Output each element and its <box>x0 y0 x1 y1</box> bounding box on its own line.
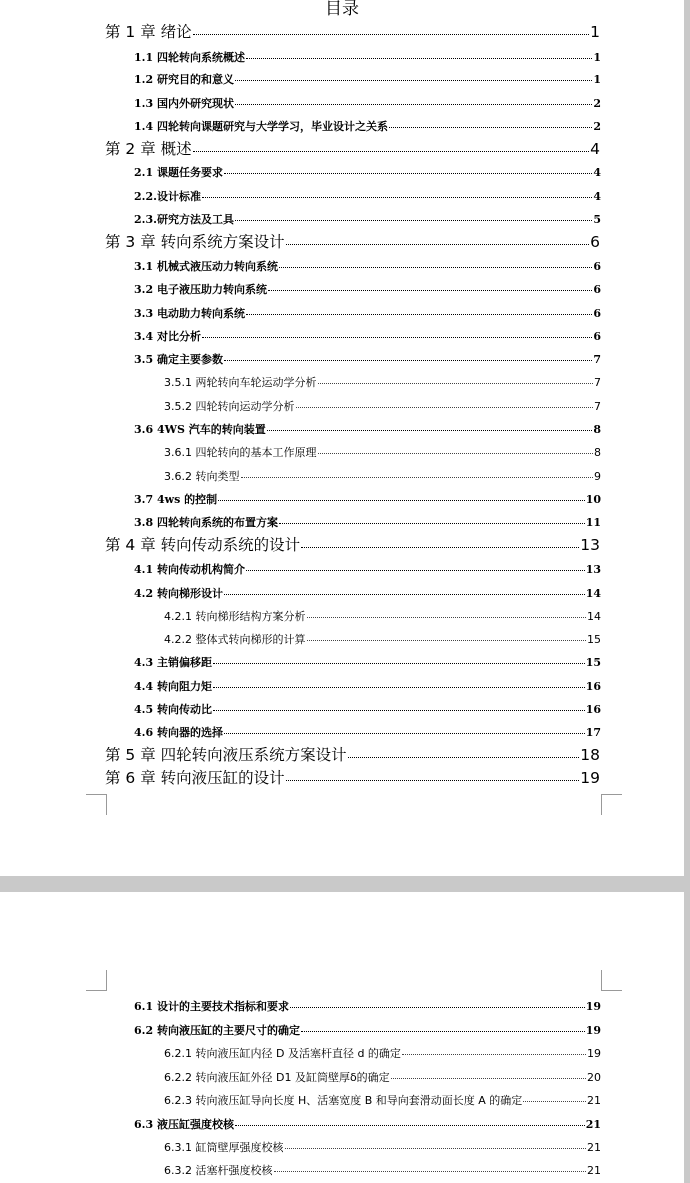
toc-entry-level-2[interactable] <box>134 421 601 437</box>
toc-entry-label: 3.7 4ws 的控制 <box>134 492 218 506</box>
toc-dot-leader <box>235 104 592 105</box>
toc-entry-label: 3.6.1 四轮转向的基本工作原理 <box>164 445 317 459</box>
toc-entry-label: 6.2.2 转向液压缸外径 D1 及缸筒壁厚δ的确定 <box>164 1070 390 1084</box>
toc-entry-level-2[interactable] <box>134 654 601 670</box>
toc-dot-leader <box>193 151 589 152</box>
toc-dot-leader <box>213 710 585 711</box>
toc-entry-level-1[interactable] <box>105 230 600 252</box>
toc-entry-level-3[interactable] <box>164 374 601 390</box>
toc-entry-level-2[interactable] <box>134 724 601 740</box>
toc-entry-level-2[interactable] <box>134 118 601 134</box>
toc-page-number: 1 <box>593 50 601 64</box>
toc-page-number: 7 <box>594 375 601 389</box>
toc-page-number: 6 <box>593 306 601 320</box>
toc-dot-leader <box>296 407 594 408</box>
toc-entry-label: 2.2.设计标准 <box>134 189 201 203</box>
toc-page-number: 15 <box>585 655 601 669</box>
toc-entry-label: 4.2.2 整体式转向梯形的计算 <box>164 632 306 646</box>
toc-dot-leader <box>224 360 592 361</box>
toc-dot-leader <box>193 34 589 35</box>
toc-dot-leader <box>218 500 585 501</box>
toc-entry-label: 4.4 转向阻力矩 <box>134 679 212 693</box>
toc-dot-leader <box>202 337 592 338</box>
toc-entry-level-2[interactable] <box>134 561 601 577</box>
toc-page-number: 13 <box>580 535 600 554</box>
toc-entry-level-2[interactable] <box>134 514 601 530</box>
toc-entry-level-2[interactable] <box>134 258 601 274</box>
toc-dot-leader <box>301 1031 585 1032</box>
toc-page-number: 1 <box>590 22 600 41</box>
toc-dot-leader <box>241 477 594 478</box>
toc-entry-label: 4.2.1 转向梯形结构方案分析 <box>164 609 306 623</box>
toc-entry-label: 2.3.研究方法及工具 <box>134 212 234 226</box>
toc-page-number: 18 <box>580 745 600 764</box>
toc-entry-level-2[interactable] <box>134 678 601 694</box>
toc-entry-level-3[interactable] <box>164 468 601 484</box>
corner-mark-top-left <box>86 970 107 991</box>
toc-entry-label: 3.1 机械式液压动力转向系统 <box>134 259 278 273</box>
toc-entry-level-3[interactable] <box>164 631 601 647</box>
toc-dot-leader <box>279 523 585 524</box>
toc-dot-leader <box>213 687 585 688</box>
toc-entry-label: 6.1 设计的主要技术指标和要求 <box>134 999 289 1013</box>
toc-entry-level-3[interactable] <box>164 1162 601 1178</box>
toc-dot-leader <box>389 127 592 128</box>
toc-entry-level-2[interactable] <box>134 585 601 601</box>
toc-page-number: 4 <box>593 165 601 179</box>
toc-entry-level-2[interactable] <box>134 351 601 367</box>
toc-entry-label: 1.1 四轮转向系统概述 <box>134 50 245 64</box>
toc-page-number: 16 <box>585 679 601 693</box>
toc-dot-leader <box>318 383 594 384</box>
toc-entry-level-2[interactable] <box>134 701 601 717</box>
toc-page-number: 1 <box>593 72 601 86</box>
toc-page-number: 5 <box>593 212 601 226</box>
toc-entry-label: 4.6 转向器的选择 <box>134 725 223 739</box>
toc-page-number: 19 <box>580 768 600 787</box>
toc-entry-level-3[interactable] <box>164 444 601 460</box>
toc-entry-label: 4.1 转向传动机构简介 <box>134 562 245 576</box>
toc-dot-leader <box>279 267 592 268</box>
toc-entry-label: 6.3.2 活塞杆强度校核 <box>164 1163 273 1177</box>
toc-dot-leader <box>202 197 592 198</box>
toc-entry-label: 2.1 课题任务要求 <box>134 165 223 179</box>
toc-entry-label: 3.6.2 转向类型 <box>164 469 240 483</box>
toc-dot-leader <box>246 58 592 59</box>
toc-title: 目录 <box>325 0 359 19</box>
toc-dot-leader <box>268 290 592 291</box>
toc-entry-level-2[interactable] <box>134 71 601 87</box>
toc-page-number: 8 <box>594 445 601 459</box>
toc-page-number: 10 <box>585 492 601 506</box>
toc-dot-leader <box>290 1007 585 1008</box>
toc-dot-leader <box>235 1125 585 1126</box>
toc-page-number: 2 <box>593 119 601 133</box>
toc-dot-leader <box>213 663 585 664</box>
toc-entry-level-1[interactable] <box>105 137 600 159</box>
toc-page-number: 7 <box>593 352 601 366</box>
toc-entry-level-2[interactable] <box>134 998 601 1014</box>
toc-entry-label: 6.2 转向液压缸的主要尺寸的确定 <box>134 1023 300 1037</box>
toc-page-number: 6 <box>593 282 601 296</box>
toc-dot-leader <box>224 173 592 174</box>
corner-mark-bottom-left <box>86 794 107 815</box>
toc-page-number: 8 <box>593 422 601 436</box>
toc-dot-leader <box>391 1078 586 1079</box>
toc-dot-leader <box>348 757 580 758</box>
toc-entry-level-2[interactable] <box>134 281 601 297</box>
toc-entry-label: 第 5 章 四轮转向液压系统方案设计 <box>105 745 347 764</box>
toc-entry-label: 4.2 转向梯形设计 <box>134 586 223 600</box>
toc-dot-leader <box>307 617 587 618</box>
toc-page-number: 13 <box>585 562 601 576</box>
toc-page-number: 16 <box>585 702 601 716</box>
toc-page-number: 6 <box>593 329 601 343</box>
toc-entry-label: 3.6 4WS 汽车的转向装置 <box>134 422 266 436</box>
toc-page-number: 21 <box>587 1163 601 1177</box>
toc-entry-label: 6.2.3 转向液压缸导向长度 H、活塞宽度 B 和导向套滑动面长度 A 的确定 <box>164 1093 523 1107</box>
toc-entry-level-2[interactable] <box>134 1022 601 1038</box>
toc-page-number: 6 <box>590 232 600 251</box>
toc-dot-leader <box>523 1101 586 1102</box>
toc-entry-level-2[interactable] <box>134 491 601 507</box>
toc-page-number: 6 <box>593 259 601 273</box>
toc-dot-leader <box>224 733 585 734</box>
toc-entry-level-2[interactable] <box>134 211 601 227</box>
toc-dot-leader <box>318 453 594 454</box>
toc-entry-level-1[interactable] <box>105 533 600 555</box>
toc-dot-leader <box>402 1054 586 1055</box>
toc-entry-label: 第 2 章 概述 <box>105 139 192 158</box>
toc-page-number: 2 <box>593 96 601 110</box>
toc-entry-label: 1.3 国内外研究现状 <box>134 96 234 110</box>
toc-dot-leader <box>274 1171 587 1172</box>
toc-dot-leader <box>267 430 593 431</box>
toc-entry-level-1[interactable] <box>105 743 600 765</box>
toc-page-number: 4 <box>593 189 601 203</box>
toc-entry-label: 3.3 电动助力转向系统 <box>134 306 245 320</box>
toc-entry-label: 第 6 章 转向液压缸的设计 <box>105 768 285 787</box>
toc-page-number: 17 <box>585 725 601 739</box>
toc-entry-label: 第 4 章 转向传动系统的设计 <box>105 535 301 554</box>
toc-entry-level-2[interactable] <box>134 1116 601 1132</box>
toc-page-number: 9 <box>594 469 601 483</box>
toc-page-number: 4 <box>590 139 600 158</box>
toc-entry-level-3[interactable] <box>164 1069 601 1085</box>
toc-entry-label: 3.8 四轮转向系统的布置方案 <box>134 515 278 529</box>
toc-entry-label: 4.5 转向传动比 <box>134 702 212 716</box>
toc-page-number: 19 <box>585 1023 601 1037</box>
toc-page-number: 14 <box>587 609 601 623</box>
document-page-2 <box>0 892 684 1183</box>
toc-entry-level-2[interactable] <box>134 328 601 344</box>
toc-entry-level-3[interactable] <box>164 1092 601 1108</box>
toc-page-number: 15 <box>587 632 601 646</box>
toc-entry-level-3[interactable] <box>164 608 601 624</box>
corner-mark-bottom-right <box>601 794 622 815</box>
toc-page-number: 19 <box>587 1046 601 1060</box>
toc-dot-leader <box>286 244 589 245</box>
toc-entry-level-2[interactable] <box>134 95 601 111</box>
toc-dot-leader <box>235 220 592 221</box>
toc-dot-leader <box>235 80 592 81</box>
toc-entry-level-3[interactable] <box>164 1045 601 1061</box>
toc-page-number: 7 <box>594 399 601 413</box>
toc-page-number: 21 <box>585 1117 601 1131</box>
toc-page-number: 20 <box>587 1070 601 1084</box>
toc-entry-label: 3.5 确定主要参数 <box>134 352 223 366</box>
toc-page-number: 14 <box>585 586 601 600</box>
toc-dot-leader <box>307 640 587 641</box>
toc-dot-leader <box>285 1148 587 1149</box>
toc-entry-level-2[interactable] <box>134 164 601 180</box>
toc-entry-level-1[interactable] <box>105 20 600 42</box>
toc-page-number: 11 <box>585 515 601 529</box>
toc-dot-leader <box>224 594 585 595</box>
toc-entry-label: 3.5.2 四轮转向运动学分析 <box>164 399 295 413</box>
toc-entry-label: 1.2 研究目的和意义 <box>134 72 234 86</box>
toc-entry-label: 第 3 章 转向系统方案设计 <box>105 232 285 251</box>
toc-entry-label: 6.2.1 转向液压缸内径 D 及活塞杆直径 d 的确定 <box>164 1046 401 1060</box>
toc-entry-level-2[interactable] <box>134 305 601 321</box>
toc-entry-label: 3.2 电子液压助力转向系统 <box>134 282 267 296</box>
toc-entry-label: 1.4 四轮转向课题研究与大学学习，毕业设计之关系 <box>134 119 388 133</box>
toc-dot-leader <box>246 570 585 571</box>
toc-dot-leader <box>246 314 592 315</box>
toc-entry-label: 3.4 对比分析 <box>134 329 201 343</box>
toc-page-number: 19 <box>585 999 601 1013</box>
toc-page-number: 21 <box>587 1140 601 1154</box>
toc-entry-level-2[interactable] <box>134 188 601 204</box>
corner-mark-top-right <box>601 970 622 991</box>
toc-dot-leader <box>301 547 579 548</box>
toc-entry-level-3[interactable] <box>164 1139 601 1155</box>
toc-entry-label: 第 1 章 绪论 <box>105 22 192 41</box>
toc-entry-level-3[interactable] <box>164 398 601 414</box>
toc-page-number: 21 <box>587 1093 601 1107</box>
toc-entry-level-1[interactable] <box>105 766 600 788</box>
toc-entry-label: 4.3 主销偏移距 <box>134 655 212 669</box>
toc-entry-level-2[interactable] <box>134 49 601 65</box>
toc-dot-leader <box>286 780 580 781</box>
toc-entry-label: 6.3.1 缸筒壁厚强度校核 <box>164 1140 284 1154</box>
toc-entry-label: 3.5.1 两轮转向车轮运动学分析 <box>164 375 317 389</box>
toc-entry-label: 6.3 液压缸强度校核 <box>134 1117 234 1131</box>
